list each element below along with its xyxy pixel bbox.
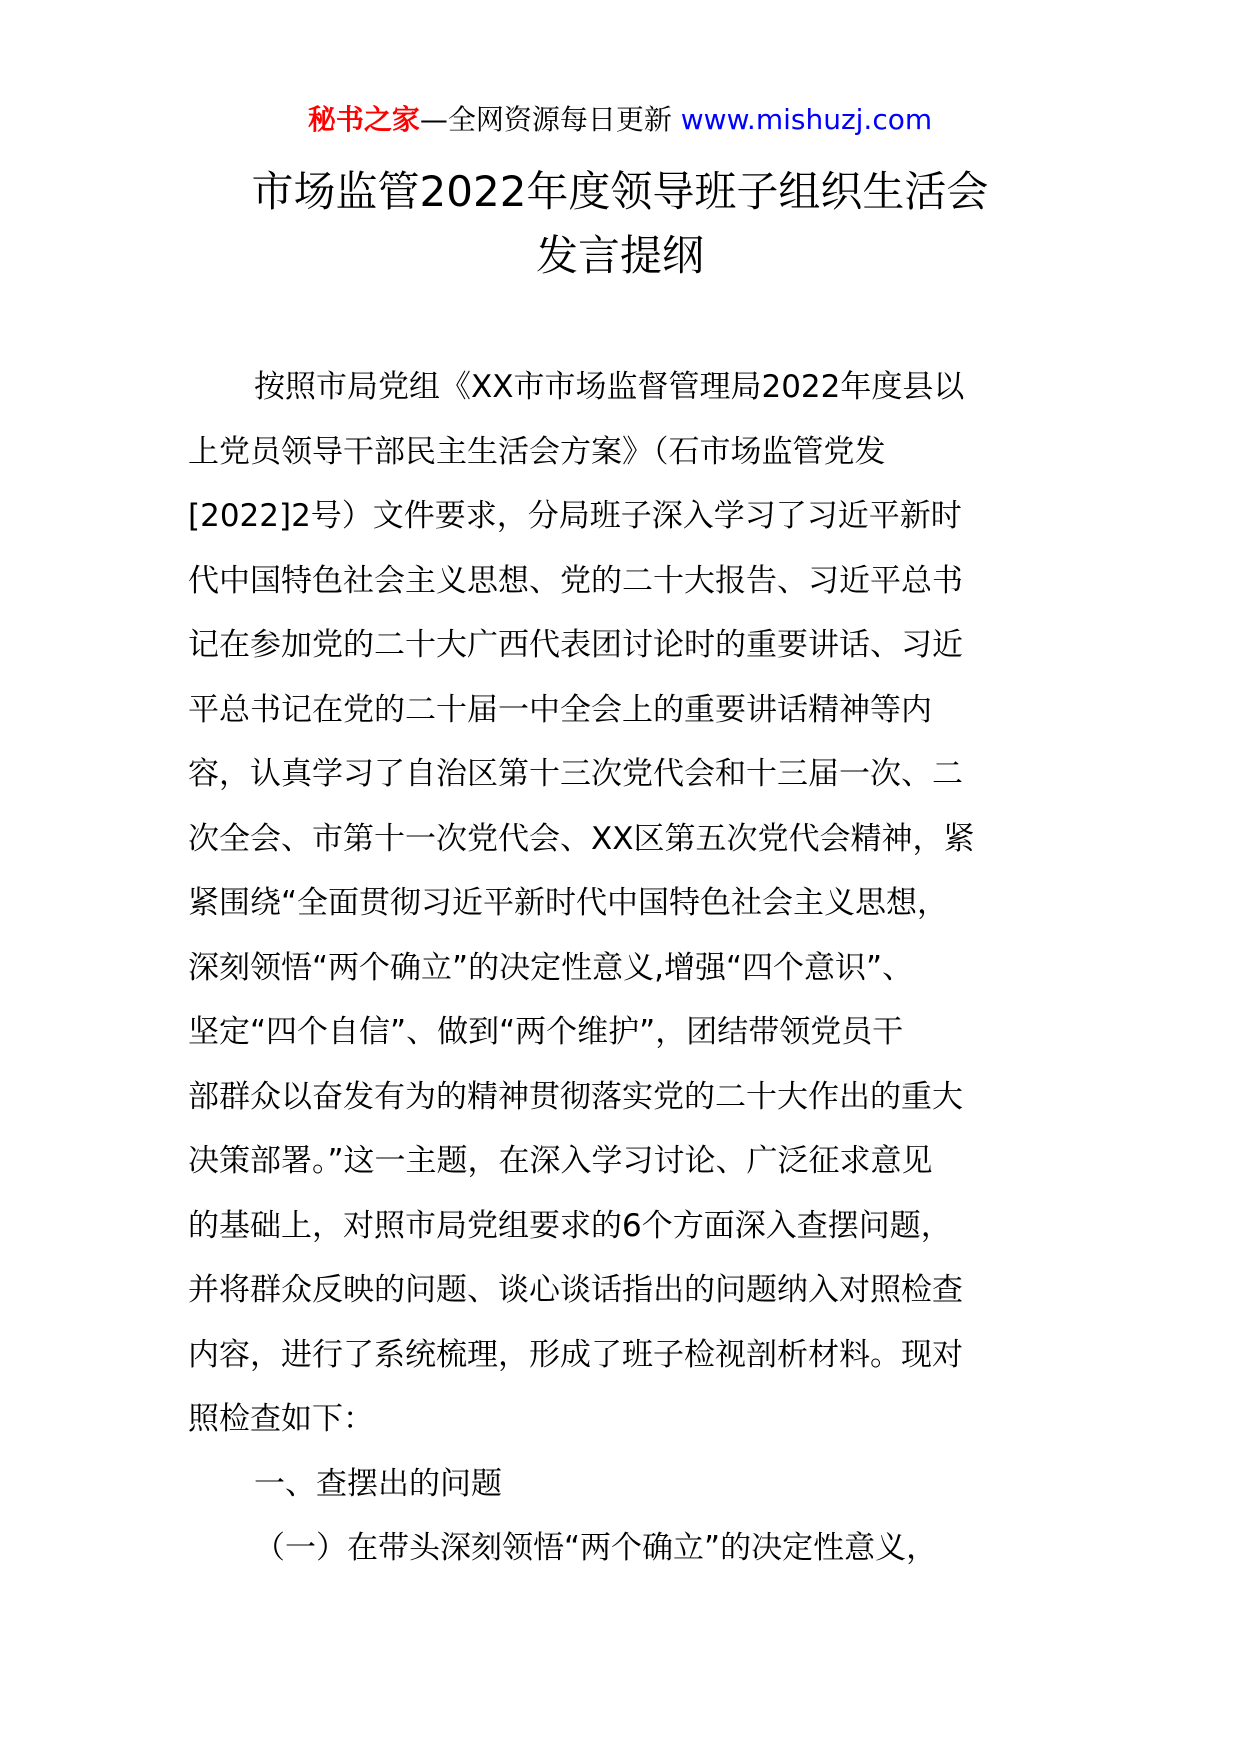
body-line: 照检查如下： bbox=[188, 1401, 374, 1437]
body-line: 平总书记在党的二十届一中全会上的重要讲话精神等内 bbox=[188, 691, 932, 728]
body-line: 按照市局党组《XX市市场监督管理局2022年度县以 bbox=[254, 369, 965, 405]
body-line: [2022]2号）文件要求，分局班子深入学习了习近平新时 bbox=[188, 498, 962, 534]
banner-tagline: —全网资源每日更新 bbox=[419, 103, 681, 136]
body-line: 记在参加党的二十大广西代表团讨论时的重要讲话、习近 bbox=[188, 627, 963, 663]
body-line: 内容，进行了系统梳理，形成了班子检视剖析材料。现对 bbox=[188, 1336, 963, 1373]
document-body bbox=[188, 355, 1058, 1581]
body-line: 次全会、市第十一次党代会、XX区第五次党代会精神，紧 bbox=[188, 820, 975, 857]
body-line: 部群众以奋发有为的精神贯彻落实党的二十大作出的重大 bbox=[188, 1078, 963, 1115]
site-banner bbox=[0, 100, 1240, 140]
section-heading: 一、查摆出的问题 bbox=[254, 1465, 502, 1502]
body-line: 并将群众反映的问题、谈心谈话指出的问题纳入对照检查 bbox=[188, 1272, 963, 1308]
title-line-1: 市场监管2022年度领导班子组织生活会 bbox=[251, 167, 989, 216]
body-line: 深刻领悟“两个确立”的决定性意义,增强“四个意识”、 bbox=[188, 949, 914, 986]
document-title bbox=[0, 160, 1240, 288]
body-line: 代中国特色社会主义思想、党的二十大报告、习近平总书 bbox=[188, 562, 963, 599]
title-line-2: 发言提纲 bbox=[535, 231, 704, 280]
body-line: 紧围绕“全面贯彻习近平新时代中国特色社会主义思想， bbox=[188, 885, 949, 921]
body-line: 容，认真学习了自治区第十三次党代会和十三届一次、二 bbox=[188, 756, 963, 792]
subsection-heading: （一）在带头深刻领悟“两个确立”的决定性意义， bbox=[254, 1530, 938, 1566]
banner-brand: 秘书之家 bbox=[307, 103, 420, 136]
body-line: 的基础上，对照市局党组要求的6个方面深入查摆问题， bbox=[188, 1207, 952, 1244]
body-line: 上党员领导干部民主生活会方案》（石市场监管党发 bbox=[188, 433, 886, 470]
body-line: 决策部署。”这一主题，在深入学习讨论、广泛征求意见 bbox=[188, 1143, 933, 1179]
body-line: 坚定“四个自信”、做到“两个维护”，团结带领党员干 bbox=[188, 1014, 904, 1050]
banner-url[interactable]: www.mishuzj.com bbox=[680, 103, 933, 136]
